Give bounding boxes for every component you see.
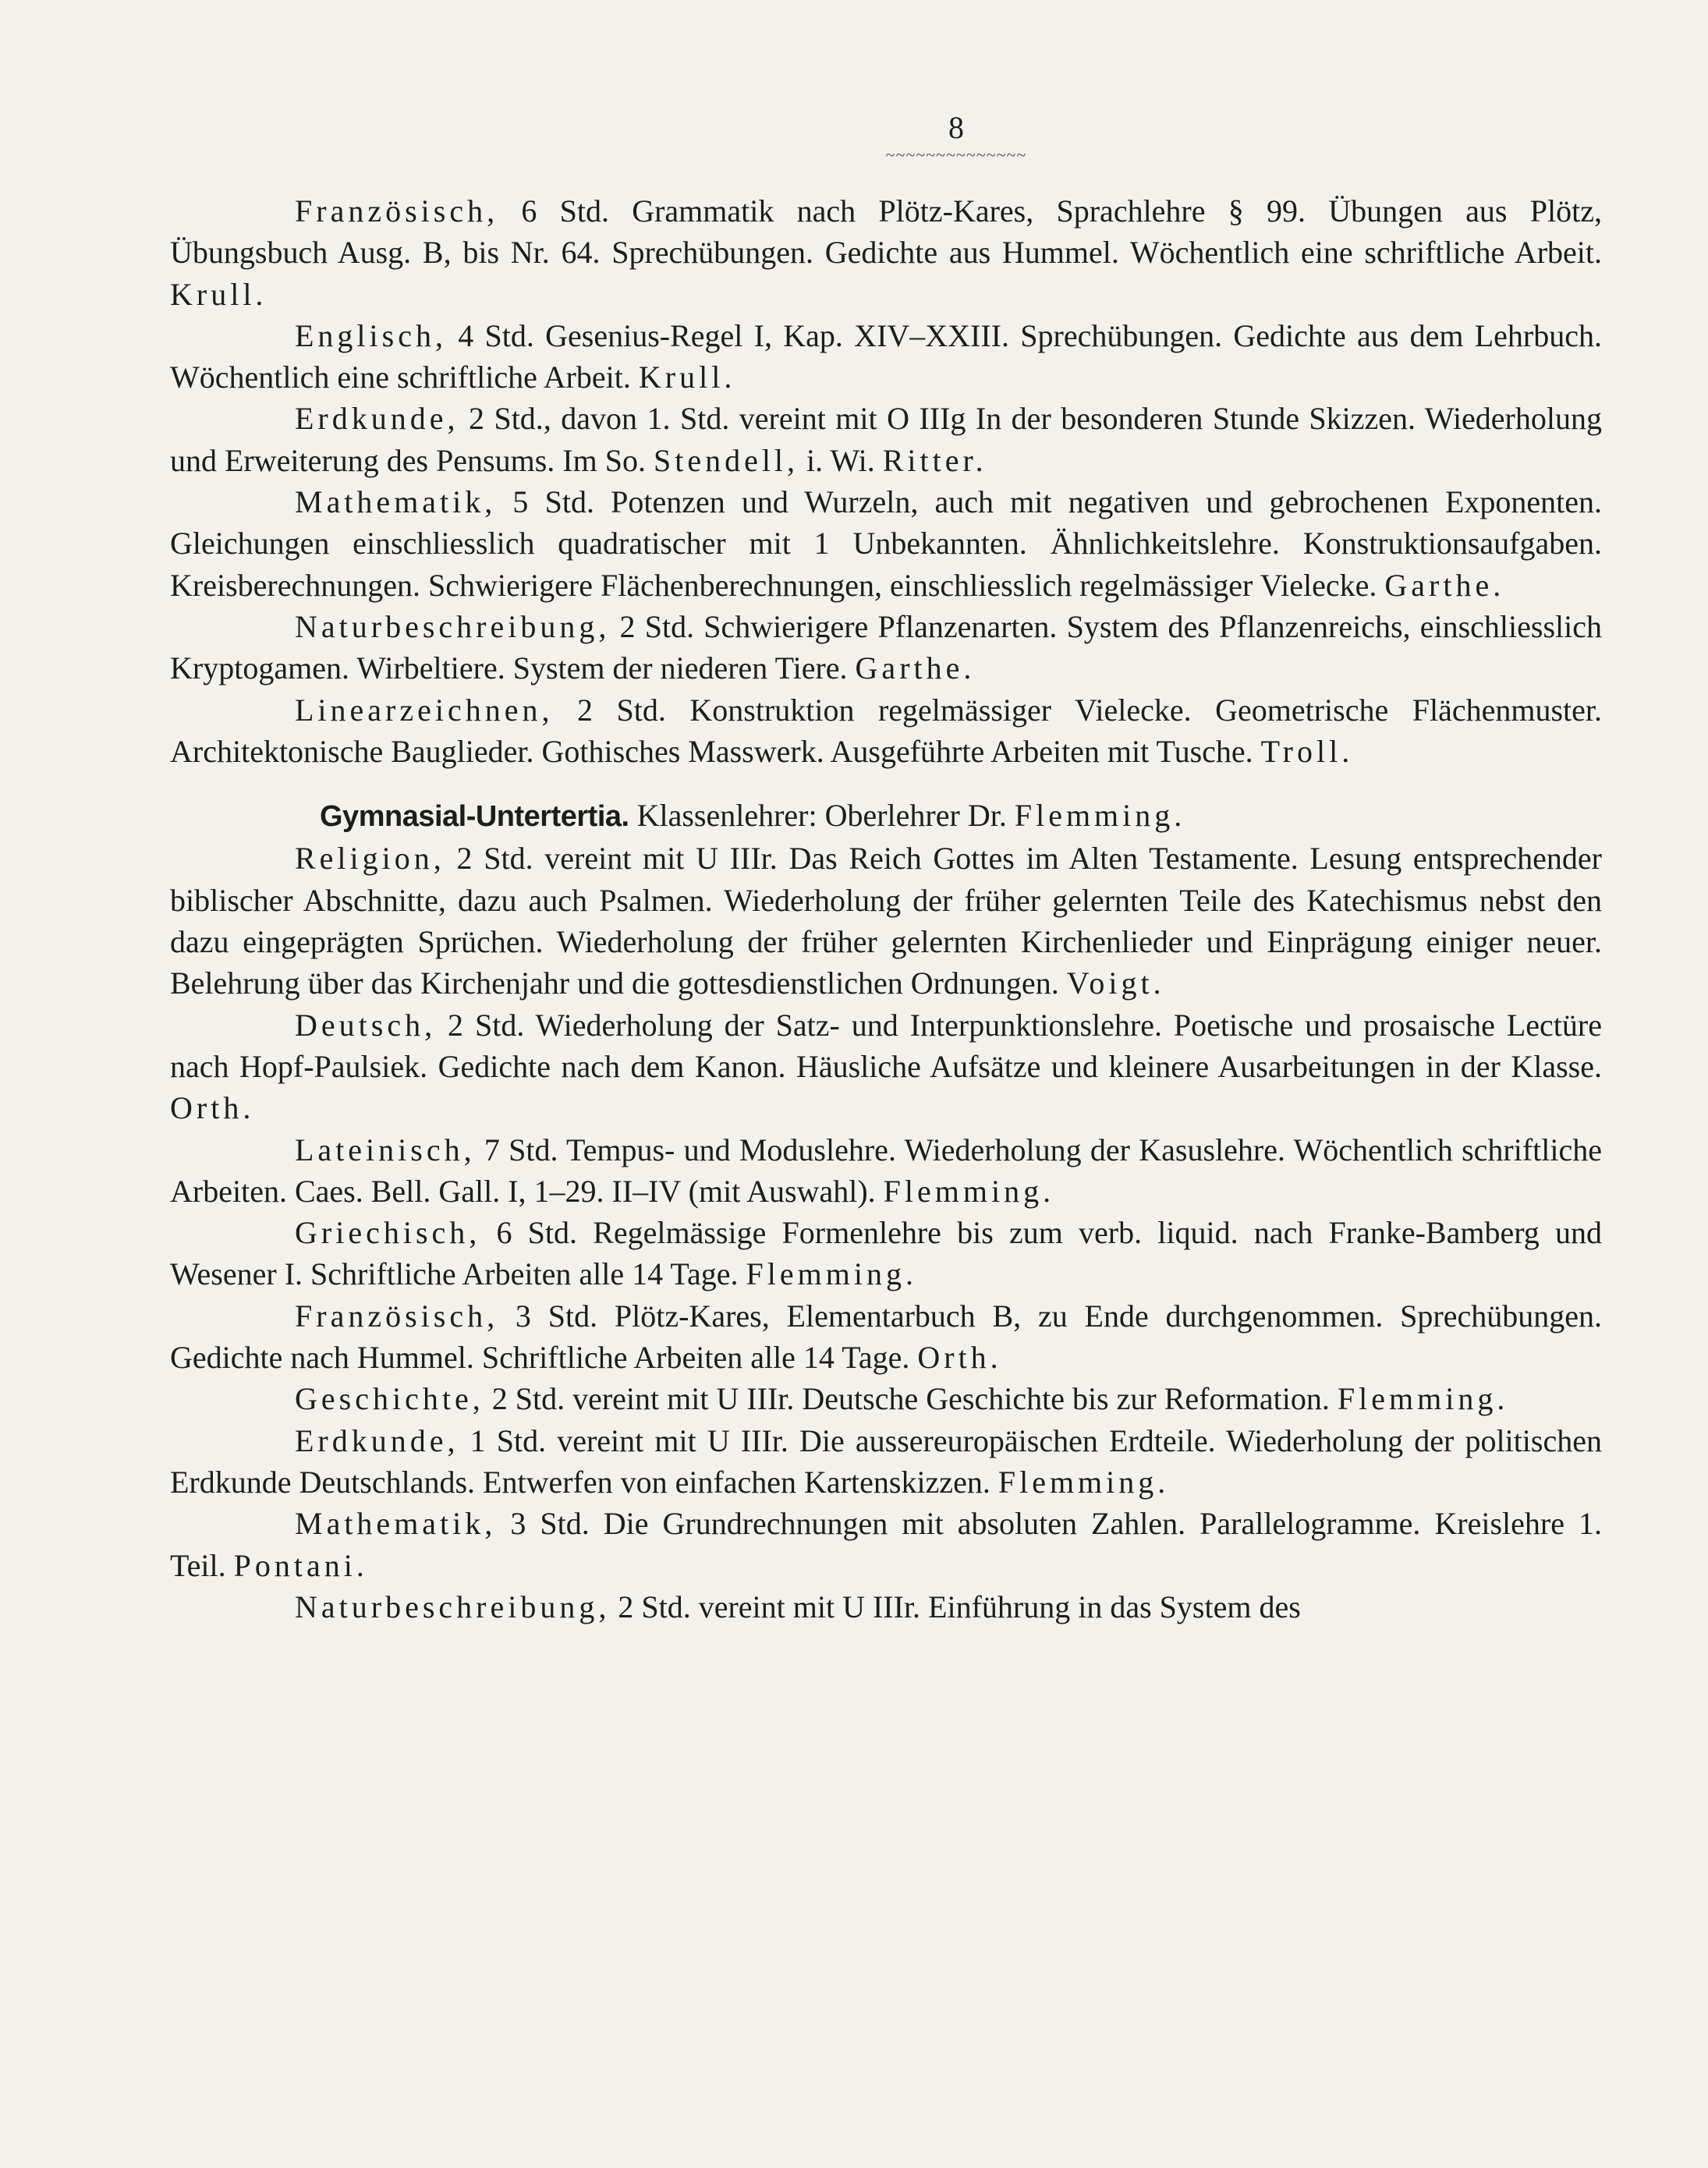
- course-paragraph: [170, 1586, 1602, 1628]
- course-description: 4 Std. Gesenius-Regel I, Kap. XIV–XXIII. Sprechübungen. Gedichte aus dem Lehrbuch. Wöchentlich eine schriftliche Arbeit.: [170, 317, 1602, 395]
- subject-name: Naturbeschreibung,: [295, 608, 611, 644]
- course-description: 3 Std. Plötz-Kares, Elementarbuch B, zu Ende durchgenommen. Sprechübungen. Gedichte nach Hummel. Schriftliche Arbeiten alle 14 Tage.: [170, 1298, 1602, 1376]
- course-description: 5 Std. Potenzen und Wurzeln, auch mit negativen und gebrochenen Exponenten. Gleichungen einschliesslich quadratischer mit 1 Unbekannten. Ähnlichkeitslehre. Konstruktionsaufgaben. Kreisberechnungen. Schwierigere Flächenberechnungen, einschliesslich regelmässiger Vielecke.: [170, 484, 1602, 603]
- course-description: 2 Std. vereint mit U IIIr. Deutsche Geschichte bis zur Reformation.: [484, 1381, 1338, 1417]
- teacher-name: Flemming.: [746, 1256, 917, 1292]
- subject-name: Geschichte,: [295, 1381, 484, 1417]
- document-page: [170, 109, 1602, 1628]
- subject-name: Englisch,: [295, 317, 447, 353]
- section-heading: [170, 795, 1602, 838]
- subject-name: Französisch,: [295, 1298, 499, 1334]
- subject-name: Mathematik,: [295, 1506, 497, 1542]
- section-title: Gymnasial-Untertertia.: [320, 800, 629, 834]
- course-description: 6 Std. Regelmässige Formenlehre bis zum verb. liquid. nach Franke-Bamberg und Wesener I. Schriftliche Arbeiten alle 14 Tage.: [170, 1215, 1602, 1292]
- course-paragraph: [170, 398, 1602, 481]
- course-paragraph: [170, 315, 1602, 399]
- teacher-name: Garthe.: [855, 650, 976, 686]
- teacher-name: Flemming.: [883, 1173, 1055, 1209]
- course-description: 2 Std. Schwierigere Pflanzenarten. System des Pflanzenreichs, einschliesslich Kryptogamen. Wirbeltiere. System der niederen Tiere.: [170, 608, 1602, 686]
- course-paragraph: [170, 1420, 1602, 1504]
- course-paragraph: [170, 606, 1602, 689]
- teacher-name: Stendell,: [653, 442, 799, 478]
- teacher-name: Flemming.: [998, 1464, 1170, 1500]
- subject-name: Erdkunde,: [295, 1422, 459, 1458]
- course-description: 2 Std., davon 1. Std. vereint mit O IIIg In der besonderen Stunde Skizzen. Wiederholung und Erweiterung des Pensums. Im So.: [170, 401, 1602, 478]
- subject-name: Naturbeschreibung,: [295, 1589, 611, 1624]
- course-description: 6 Std. Grammatik nach Plötz-Kares, Sprachlehre § 99. Übungen aus Plötz, Übungsbuch Ausg. B, bis Nr. 64. Sprechübungen. Gedichte aus Hummel. Wöchentlich eine schriftliche Arbeit.: [170, 193, 1602, 271]
- teacher-name: Garthe.: [1384, 567, 1505, 603]
- ornament-divider: ~~~~~~~~~~~~~~: [885, 145, 1027, 165]
- course-description: 2 Std. vereint mit U IIIr. Einführung in das System des: [610, 1589, 1301, 1624]
- teacher-name: Krull.: [638, 360, 736, 395]
- subject-name: Erdkunde,: [295, 401, 459, 437]
- teacher-name: Orth.: [917, 1340, 1002, 1376]
- course-description: 3 Std. Die Grundrechnungen mit absoluten Zahlen. Parallelogramme. Kreislehre 1. Teil.: [170, 1506, 1602, 1583]
- subject-name: Religion,: [295, 841, 445, 877]
- page-number: 8: [948, 110, 964, 145]
- subject-name: Mathematik,: [295, 484, 497, 520]
- course-paragraph: [170, 689, 1602, 773]
- subject-name: Linearzeichnen,: [295, 692, 554, 728]
- teacher-name: Voigt.: [1066, 965, 1165, 1001]
- course-description: 7 Std. Tempus- und Moduslehre. Wiederholung der Kasuslehre. Wöchentlich schriftliche Arbeiten. Caes. Bell. Gall. I, 1–29. II–IV (mit Auswahl).: [170, 1132, 1602, 1209]
- course-paragraph: [170, 1004, 1602, 1129]
- teacher-name: Ritter.: [882, 442, 987, 478]
- subject-name: Deutsch,: [295, 1007, 437, 1043]
- subject-name: Lateinisch,: [295, 1132, 476, 1167]
- course-paragraph: [170, 1295, 1602, 1379]
- subject-name: Französisch,: [295, 193, 499, 228]
- teacher-name: Pontani.: [233, 1547, 368, 1583]
- class-teacher-name: Flemming.: [1014, 798, 1186, 834]
- teacher-name: Krull.: [170, 276, 268, 312]
- course-paragraph: [170, 1129, 1602, 1213]
- subject-name: Griechisch,: [295, 1215, 481, 1251]
- class-teacher-label: Klassenlehrer: Oberlehrer Dr.: [629, 798, 1015, 834]
- course-paragraph: [170, 1378, 1602, 1419]
- course-paragraph: [170, 838, 1602, 1004]
- course-paragraph: [170, 1212, 1602, 1295]
- course-description: 2 Std. vereint mit U IIIr. Das Reich Gottes im Alten Testamente. Lesung entsprechender biblischer Abschnitte, dazu auch Psalmen. Wiederholung der früher gelernten Teile des Katechismus nebst den dazu eingeprägten Sprüchen. Wiederholung der früher gelernten Kirchenlieder und Einprägung einiger neuer. Belehrung über das Kirchenjahr und die gottesdienstlichen Ordnungen.: [170, 841, 1602, 1001]
- course-description: i. Wi.: [799, 442, 883, 478]
- teacher-name: Flemming.: [1337, 1381, 1509, 1417]
- course-description: 2 Std. Konstruktion regelmässiger Vielecke. Geometrische Flächenmuster. Architektonische Bauglieder. Gothisches Masswerk. Ausgeführte Arbeiten mit Tusche.: [170, 692, 1602, 769]
- course-description: 1 Std. vereint mit U IIIr. Die aussereuropäischen Erdteile. Wiederholung der politischen Erdkunde Deutschlands. Entwerfen von einfachen Kartenskizzen.: [170, 1422, 1602, 1500]
- course-description: 2 Std. Wiederholung der Satz- und Interpunktionslehre. Poetische und prosaische Lectüre nach Hopf-Paulsiek. Gedichte nach dem Kanon. Häusliche Aufsätze und kleinere Ausarbeitungen in der Klasse.: [170, 1007, 1602, 1084]
- teacher-name: Orth.: [170, 1090, 255, 1126]
- course-paragraph: [170, 190, 1602, 315]
- teacher-name: Troll.: [1260, 733, 1354, 769]
- course-paragraph: [170, 1503, 1602, 1586]
- course-paragraph: [170, 481, 1602, 606]
